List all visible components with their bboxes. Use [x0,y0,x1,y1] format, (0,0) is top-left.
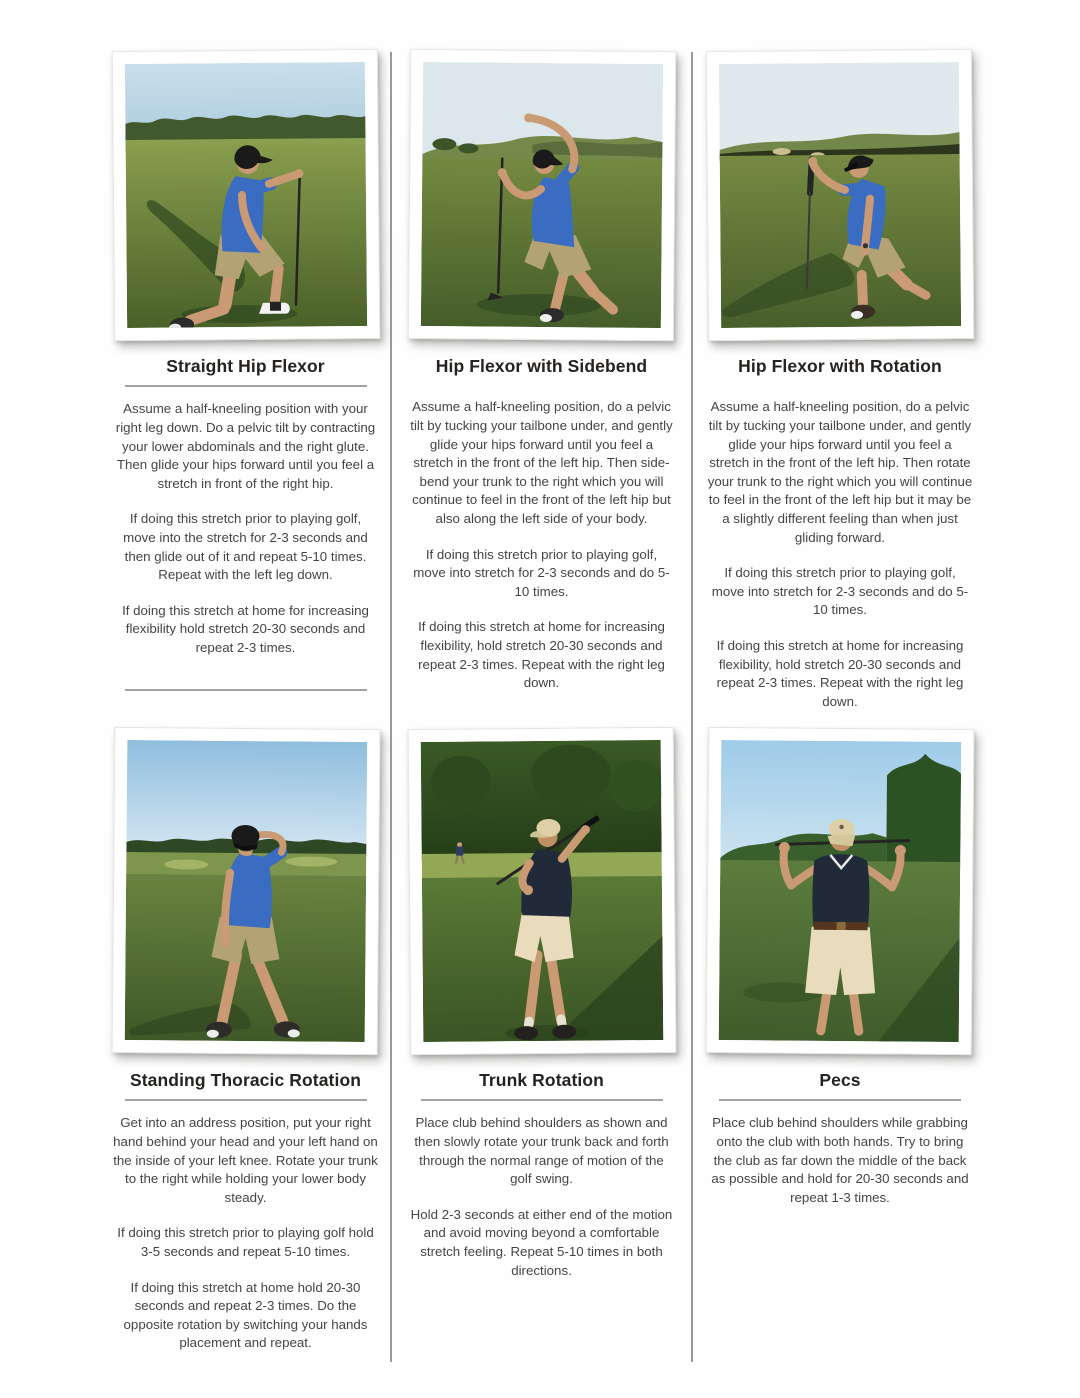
exercise-grid [100,50,988,1370]
panel-hip-flexor-sidebend [391,50,692,691]
panel-standing-thoracic-rotation [100,728,391,1370]
panel-title: Standing Thoracic Rotation [129,1070,362,1090]
instruction-paragraph: If doing this stretch prior to playing golf hold 3-5 seconds and repeat 5-10 times. [117,1225,374,1259]
instruction-paragraph: If doing this stretch at home for increasing flexibility, hold stretch 20-30 seconds and repeat 2-3 times. Repeat with the right leg down. [418,619,665,691]
instruction-paragraph: Assume a half-kneeling position with your right leg down. Do a pelvic tilt by contracting your lower abdominals and the right glute. Then glide your hips forward until you feel a stretch in front of the right hip. [115,401,376,491]
instruction-paragraph: If doing this stretch at home hold 20-30 seconds and repeat 2-3 times. Do the opposite rotation by switching your hands placement and repeat. [123,1279,368,1351]
golfer-sidebend-photo [420,62,662,328]
photo-frame [706,727,975,1055]
panel-title: Hip Flexor with Rotation [738,356,942,376]
panel-pecs [692,728,988,1370]
instruction-paragraph: If doing this stretch prior to playing golf, move into stretch for 2-3 seconds and do 5-10 times. [711,565,969,618]
cap-logo [839,825,843,829]
panel-title: Straight Hip Flexor [166,356,325,376]
instruction-paragraph: Get into an address position, put your right hand behind your head and your left hand on the inside of your left knee. Rotate your trunk to the right while holding your lower body steady. [113,1115,378,1205]
golfer-thoracic-rotation-photo [124,740,367,1042]
instruction-paragraph: Assume a half-kneeling position, do a pelvic tilt by tucking your tailbone under, and gently glide your hips forward until you feel a stretch in the front of the left hip. Then rotate your trunk to the right which you will continue to feel in the front of the left hip but it may be a slightly different feeling than when just gliding forward. [707,399,973,545]
instruction-paragraph: Hold 2-3 seconds at either end of the motion and avoid moving beyond a comfortable stretch feeling. Repeat 5-10 times in both directions. [410,1206,673,1278]
instruction-paragraph: If doing this stretch at home for increasing flexibility hold stretch 20-30 seconds and repeat 2-3 times. [122,602,369,656]
instruction-paragraph: Place club behind shoulders while grabbing onto the club with both hands. Try to bring the club as far down the middle of the back as possible and hold for 20-30 seconds and repeat 1-3 times. [711,1115,969,1205]
golfer-pecs-stretch-photo [719,740,962,1042]
title-divider [125,385,367,387]
panel-trunk-rotation [391,728,692,1370]
photo-frame [111,727,380,1055]
photo-frame [407,49,676,341]
instruction-paragraph: Place club behind shoulders as shown and then slowly rotate your trunk back and forth through the normal range of motion of the golf swing. [414,1115,669,1187]
belt-buckle [837,922,846,930]
section-divider [125,689,367,691]
photo-frame [407,727,676,1055]
title-divider [421,1099,663,1101]
photo-frame [111,49,380,341]
panel-title: Trunk Rotation [479,1070,604,1090]
instruction-paragraph: If doing this stretch prior to playing golf, move into the stretch for 2-3 seconds and then glide out of it and repeat 5-10 times. Repeat with the left leg down. [123,511,368,583]
instruction-paragraph: If doing this stretch prior to playing golf, move into stretch for 2-3 seconds and do 5-10 times. [413,546,670,599]
photo-frame [706,49,975,341]
panel-title: Hip Flexor with Sidebend [435,356,648,376]
title-divider [719,1099,961,1101]
instruction-paragraph: If doing this stretch at home for increasing flexibility, hold stretch 20-30 seconds and repeat 2-3 times. Repeat with the right leg down. [716,638,964,709]
panel-title: Pecs [819,1070,861,1090]
title-divider [125,1099,367,1101]
panel-straight-hip-flexor [100,50,391,691]
golfer-half-kneeling-photo [124,62,366,328]
golfer-rotation-photo [719,62,961,328]
panel-hip-flexor-rotation [692,50,988,709]
golfer-trunk-rotation-photo [420,740,663,1042]
instruction-paragraph: Assume a half-kneeling position, do a pelvic tilt by tucking your tailbone under, and gently glide your hips forward until you feel a stretch in the front of the left hip. Then side-bend your trunk to the right which you will continue to feel in the front of the left hip but also along the left side of your body. [410,399,673,526]
